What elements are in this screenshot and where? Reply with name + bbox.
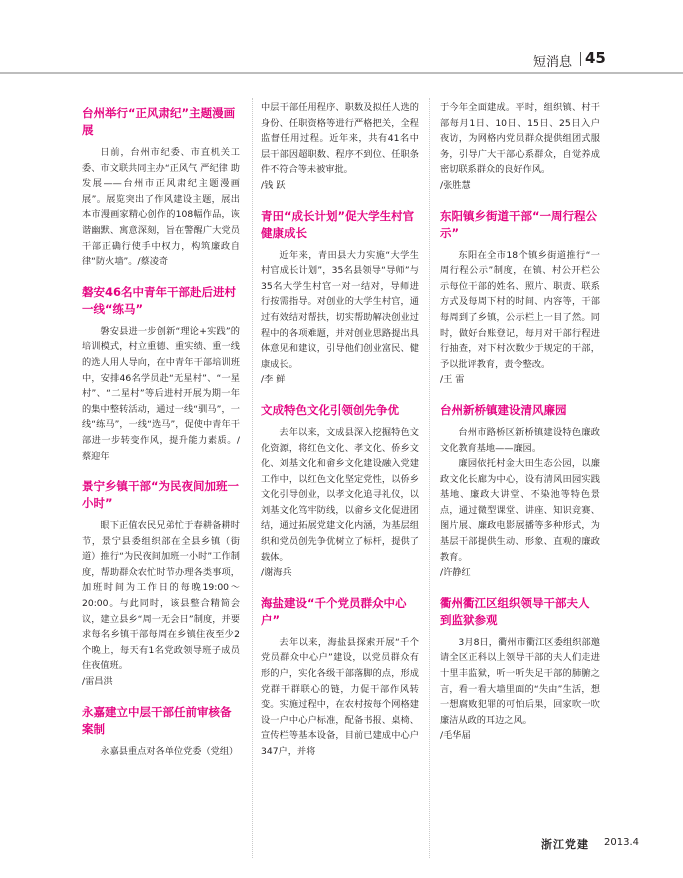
article-continued bbox=[261, 100, 419, 194]
article-title: 衢州衢江区组织领导干部夫人到监狱参观 bbox=[440, 595, 590, 627]
article-body: 3月8日，衢州市衢江区委组织部邀请全区正科以上领导干部的夫人们走进十里丰监狱，听一听失足干部的肺腑之言，看一看大墙里面的“失由”生活，想一想腐败犯罪的可怕后果，回家吹一吹廉洁从政的耳边之风。 bbox=[440, 636, 600, 726]
article-title: 台州新桥镇建设清风廉园 bbox=[440, 402, 567, 417]
article-body: 于今年全面建成。平时，组织镇、村干部每月1日、10日、15日、25日入户夜访，为网格内党员群众提供组团式服务，引导广大干部心系群众，自觉养成密切联系群众的良好作风。 bbox=[440, 102, 600, 176]
article-body: 去年以来，文成县深入挖掘特色文化资源，将红色文化、孝文化、侨乡文化、刘基文化和畲乡文化建设融入党建工作中，以红色文化坚定党性，以侨乡文化引导创业，以孝文化追寻礼仪，以刘基文化笃牢防线，以畲乡文化促进团结，通过拓展党建文化内涵，为基层组织和党员创先争优树立了标杆，提供了载体。 bbox=[261, 426, 419, 563]
article-title: 磐安46名中青年干部赴后进村一线“练马” bbox=[82, 284, 237, 316]
column-3 bbox=[440, 100, 600, 744]
article-author: /王 雷 bbox=[440, 374, 465, 386]
column-1 bbox=[82, 105, 240, 759]
article bbox=[261, 208, 419, 388]
column-divider bbox=[429, 98, 430, 858]
article bbox=[82, 284, 240, 464]
article bbox=[440, 208, 600, 388]
article-body: 中层干部任用程序、职数及拟任人选的身份、任职资格等进行严格把关，全程监督任用过程。近年来，共有41名中层干部因超职数、程序不到位、任职条件不符合等未被审批。 bbox=[261, 102, 419, 176]
article-title: 东阳镇乡街道干部“一周行程公示” bbox=[440, 208, 598, 240]
article-body: 日前，台州市纪委、市直机关工委、市文联共同主办“正风气 严纪律 助发展——台州市正风肃纪主题漫画展”。展览突出了作风建设主题，展出本市漫画家精心创作的108幅作品，诙谐幽默、寓意深刻，旨在警醒广大党员干部正确行使手中权力，构筑廉政自律“防火墙”。/蔡凌奇 bbox=[82, 147, 240, 268]
article-author: /毛华届 bbox=[440, 730, 471, 742]
article bbox=[440, 595, 600, 744]
article bbox=[82, 105, 240, 270]
article-title: 永嘉建立中层干部任前审核备案制 bbox=[82, 704, 232, 736]
column-divider bbox=[252, 98, 253, 858]
article-body: 去年以来，海盐县探索开展“千个党员群众中心户”建设，以党员群众有形的户，实化各级干部落脚的点，形成党群干群联心的链，力促干部作风转变。实施过程中，在农村按每个网格建设一户中心户标准，配备书报、桌椅、宣传栏等基本设备，目前已建成中心户347户，并将 bbox=[261, 636, 419, 757]
page-number: 45 bbox=[585, 49, 606, 67]
article-author: /谢海兵 bbox=[261, 567, 292, 579]
article-author: /张胜慧 bbox=[440, 179, 471, 191]
article-body: 台州市路桥区新桥镇建设特色廉政文化教育基地——廉园。 bbox=[440, 426, 600, 454]
article-body: 廉园依托村金大田生态公园，以廉政文化长廊为中心，设有清风田园实践基地、廉政大讲堂、不染池等特色景点，通过微型课堂、讲座、知识竞赛、图片展、廉政电影展播等多种形式，为基层干部提供生动、形象、直观的廉政教育。 bbox=[440, 458, 600, 563]
issue-number: 2013.4 bbox=[604, 837, 639, 848]
article-title: 青田“成长计划”促大学生村官健康成长 bbox=[261, 208, 415, 240]
article-body: 磐安县进一步创新“理论+实践”的培训模式，村立重德、重实绩、重一线的选人用人导向，在中青年干部培训班中，安排46名学员赴“无星村”、“一星村”、“二星村”等后进村开展为期一年的集中整转活动，通过一线“驯马”，一线“练马”，一线“选马”，促使中青年干部进一步转变作风，提升能力素质。/蔡迎年 bbox=[82, 325, 240, 462]
article-title: 文成特色文化引领创先争优 bbox=[261, 402, 399, 417]
column-2 bbox=[261, 100, 419, 760]
article-body: 东阳在全市18个镇乡街道推行“一周行程公示”制度，在镇、村公开栏公示每位干部的姓名、照片、职责、联系方式及每周下村的时间、内容等，干部每周到了乡镇，公示栏上一目了然。同时，做好台账登记，每月对干部行程进行抽查，对下村次数少于规定的干部，予以批评教育，责令整改。 bbox=[440, 249, 600, 370]
section-label: 短消息 bbox=[533, 55, 573, 70]
article-title: 海盐建设“千个党员群众中心户” bbox=[261, 595, 407, 627]
article bbox=[440, 402, 600, 581]
article-author: /钱 跃 bbox=[261, 179, 286, 191]
article-author: /许静红 bbox=[440, 567, 471, 579]
article bbox=[82, 704, 240, 760]
article-body: 永嘉县重点对各单位党委（党组） bbox=[100, 745, 239, 757]
article-continued bbox=[440, 100, 600, 194]
article-author: /李 鲜 bbox=[261, 374, 286, 386]
article bbox=[82, 478, 240, 690]
article-author: /雷昌洪 bbox=[82, 676, 113, 688]
header-separator bbox=[580, 52, 581, 66]
article-body: 眼下正值农民兄弟忙于春耕备耕时节，景宁县委组织部在全县乡镇（街道）推行“为民夜间加班一小时”工作制度，帮助群众农忙时节办理各类事项，加班时间为工作日的每晚19:00～20:00。与此同时，该县整合精简会议，建立县乡“周一无会日”制度，并要求每名乡镇干部每周在乡镇住夜至少2个晚上，每天有1名党政领导班子成员住夜值班。 bbox=[82, 520, 240, 672]
magazine-logo: 浙江党建 bbox=[541, 838, 589, 851]
header-rule bbox=[0, 72, 683, 74]
article bbox=[261, 595, 419, 760]
article bbox=[261, 402, 419, 581]
article-title: 景宁乡镇干部“为民夜间加班一小时” bbox=[82, 479, 240, 511]
article-title: 台州举行“正风肃纪”主题漫画展 bbox=[82, 106, 236, 137]
article-body: 近年来，青田县大力实施“大学生村官成长计划”，35名县领导“导师”与35名大学生村官一对一结对，导师进行按需指导。对创业的大学生村官，通过有效结对帮扶，切实帮助解决创业过程中的各项难题，并对创业思路提出具体意见和建议，引导他们创业富民、健康成长。 bbox=[261, 249, 419, 370]
